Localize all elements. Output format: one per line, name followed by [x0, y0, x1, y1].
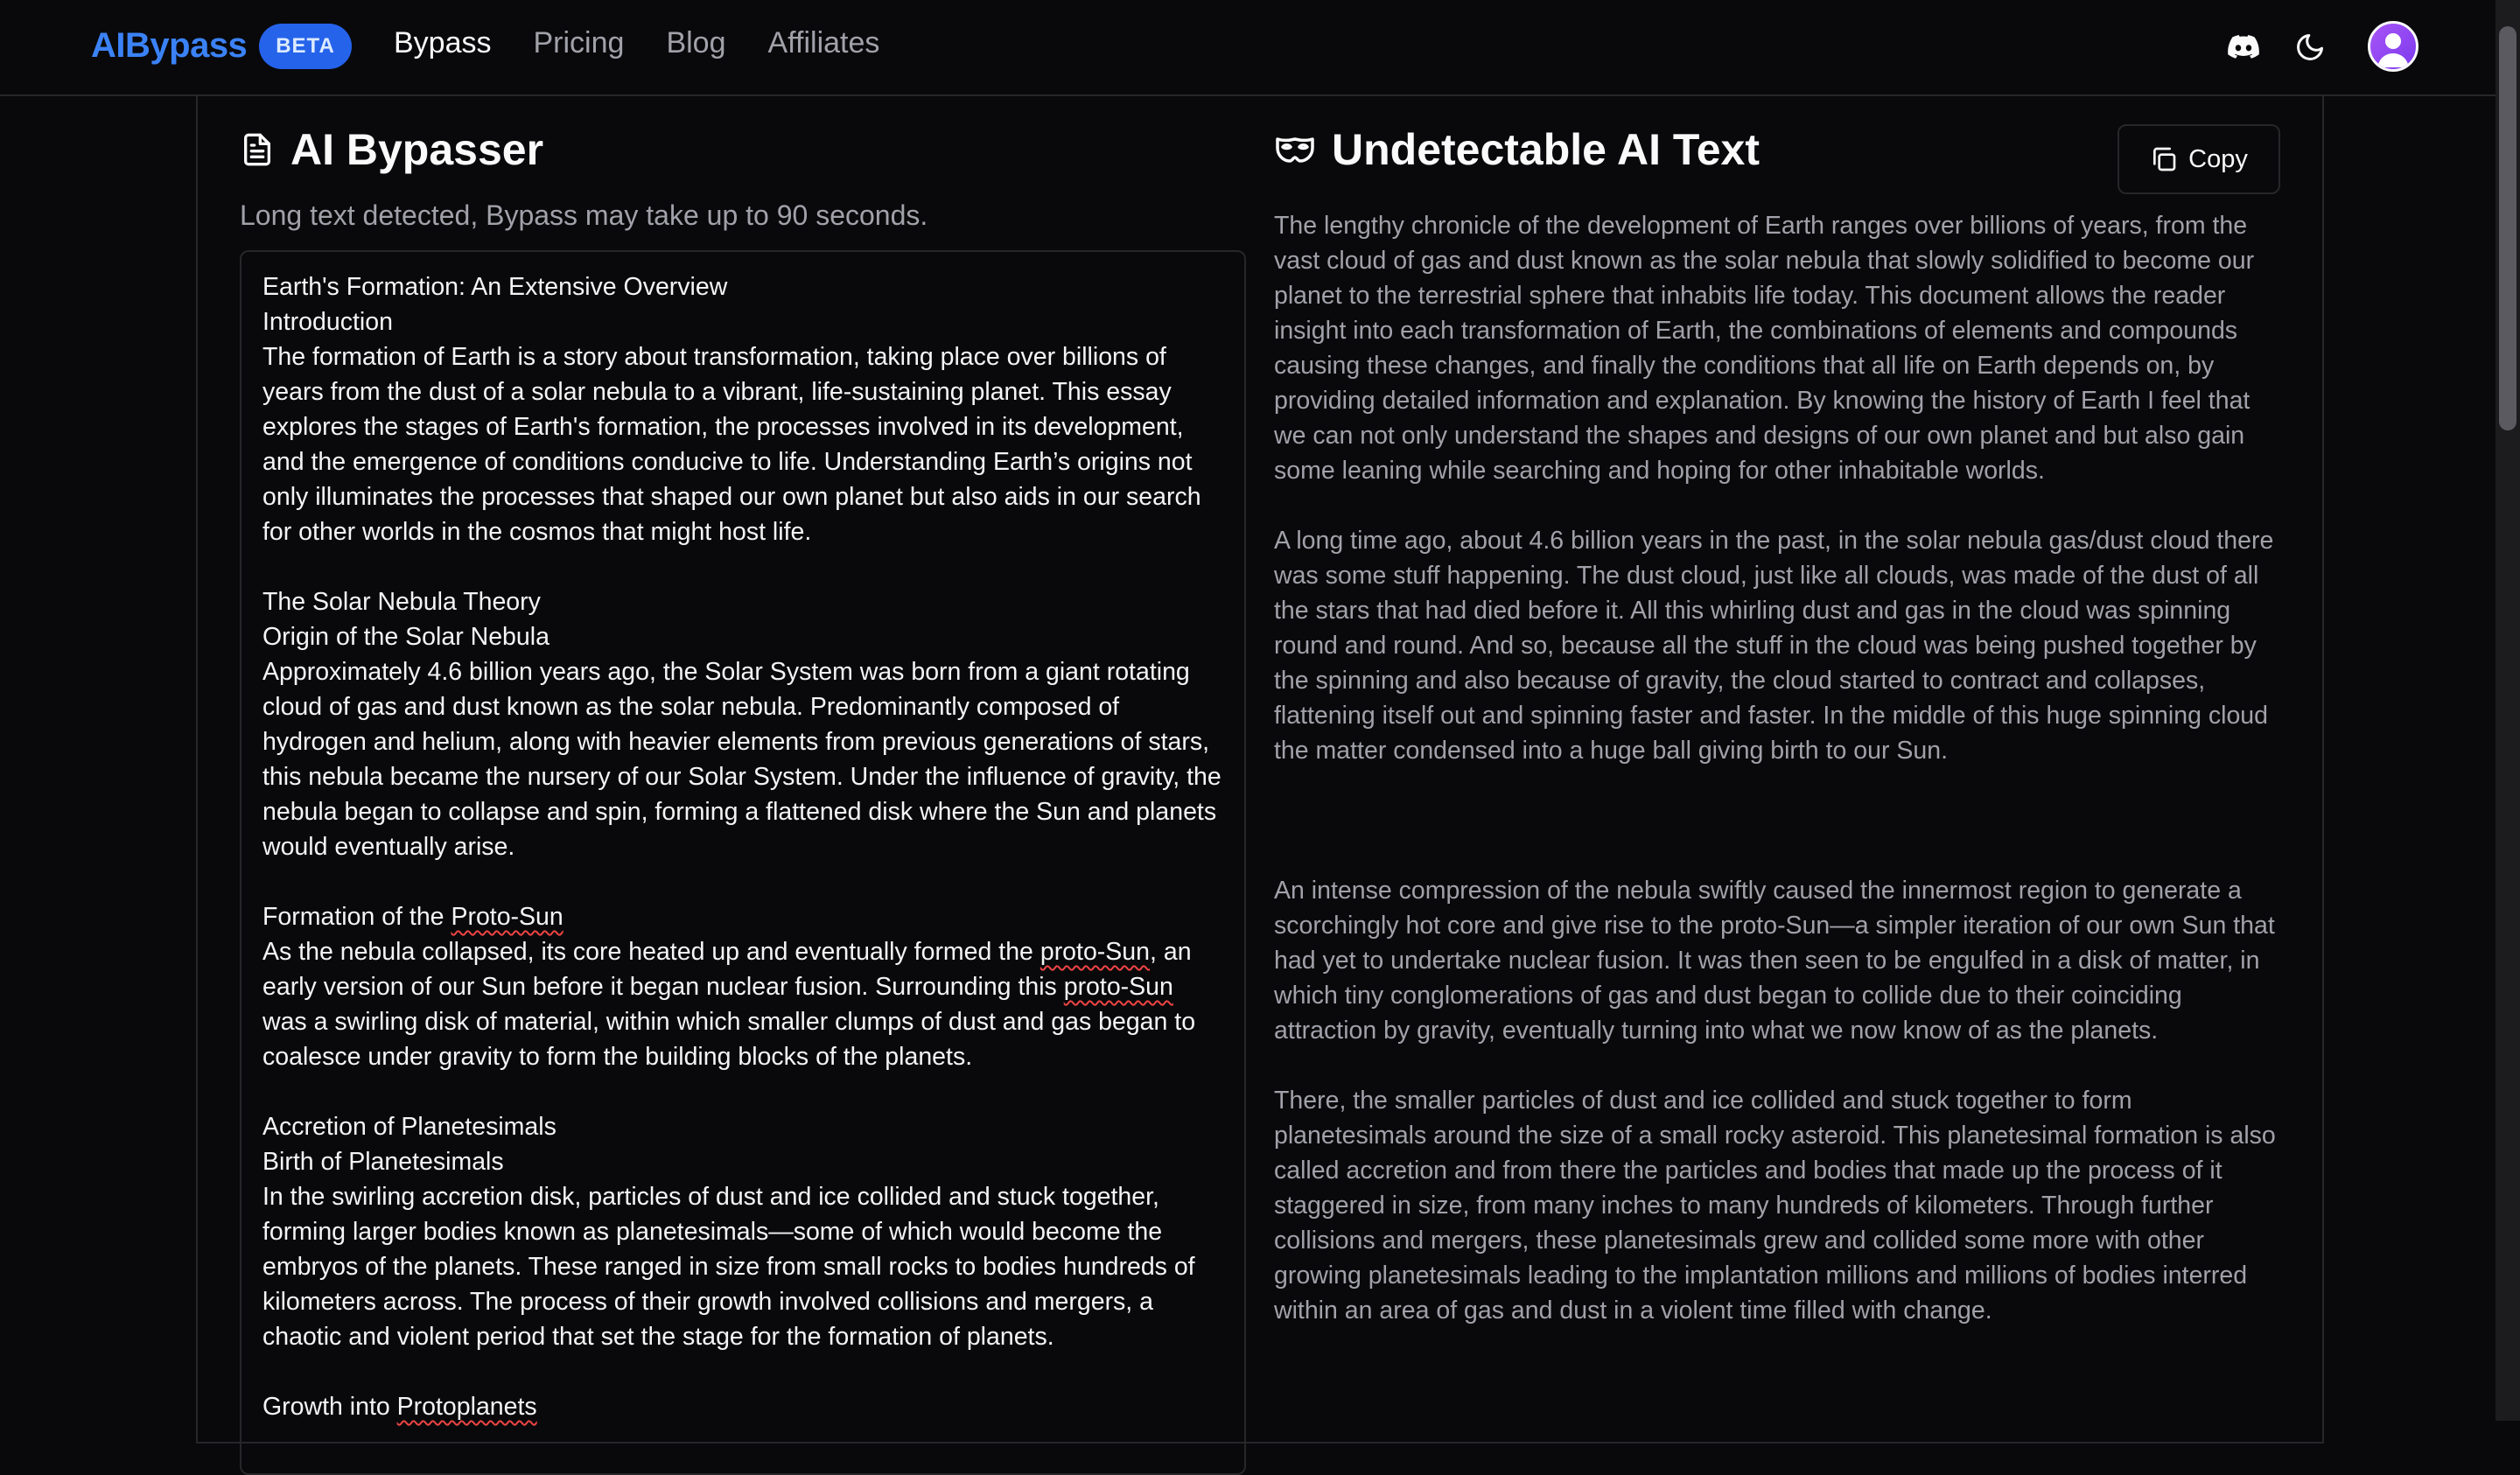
long-text-notice: Long text detected, Bypass may take up to 90 seconds.: [240, 199, 928, 231]
user-avatar-icon: [2370, 24, 2416, 69]
section-subheading: Origin of the Solar Nebula: [262, 623, 550, 651]
output-title: [1274, 124, 1760, 175]
intro-label: Introduction: [262, 308, 393, 336]
section-paragraph: In the swirling accretion disk, particles of dust and ice collided and stuck together, forming larger bodies known as planetesimals—some of which would become the embryos of the planets. These ranged in size from small rocks to bodies hundreds of kilometers across. The process of their growth involved collisions and mergers, a chaotic and violent period that set the stage for the formation of planets.: [262, 1183, 1195, 1351]
spellcheck-flag: proto-Sun: [1063, 973, 1173, 1001]
moon-icon: [2294, 31, 2326, 63]
output-text: [1274, 208, 2280, 1363]
document-icon: [240, 129, 275, 170]
beta-badge: BETA: [259, 24, 352, 69]
essay-heading: Earth's Formation: An Extensive Overview: [262, 273, 728, 301]
nav-link-blog[interactable]: Blog: [666, 26, 726, 59]
section-heading: Growth into Protoplanets: [262, 1393, 537, 1421]
section-paragraph: Approximately 4.6 billion years ago, the Solar System was born from a giant rotating cloud of gas and dust known as the solar nebula. Predominantly composed of hydrogen and helium, along with heavier elements from previous generations of stars, this nebula became the nursery of our Solar System. Under the influence of gravity, the nebula began to collapse and spin, forming a flattened disk where the Sun and planets would eventually arise.: [262, 658, 1222, 861]
page-scrollbar[interactable]: [2496, 0, 2520, 1421]
output-paragraph: The lengthy chronicle of the development of Earth ranges over billions of years, from the vast cloud of gas and dust known as the solar nebula that slowly solidified to become our planet to the terrestrial sphere that inhabits life today. This document allows the reader insight into each transformation of Earth, the combinations of elements and compounds causing these changes, and finally the conditions that all life on Earth depends on, by providing detailed information and explanation. By knowing the history of Earth I feel that we can not only understand the shapes and designs of our own planet and but also gain some leaning while searching and hoping for other inhabitable worlds.: [1274, 212, 2255, 485]
spellcheck-flag: proto-Sun: [1040, 938, 1151, 966]
spellcheck-flag: Protoplanets: [396, 1393, 537, 1421]
output-paragraph: A long time ago, about 4.6 billion years in the past, in the solar nebula gas/dust cloud there was some stuff happening. The dust cloud, just like all clouds, was made of the dust of all the stars that had died before it. All this whirling dust and gas in the cloud was spinning round and round. And so, because all the stuff in the cloud was being pushed together by the spinning and also because of gravity, the cloud started to contract and collapses, flattening itself out and spinning faster and faster. In the middle of this huge spinning cloud the matter condensed into a huge ball giving birth to our Sun.: [1274, 527, 2274, 765]
nav-link-bypass[interactable]: Bypass: [394, 26, 492, 59]
bypasser-title: [240, 124, 543, 175]
mask-icon: [1274, 134, 1316, 165]
output-paragraph: An intense compression of the nebula swiftly caused the innermost region to generate a scorchingly hot core and give rise to the proto-Sun—a simpler iteration of our own Sun that had yet to undertake nuclear fusion. It was then seen to be engulfed in a disk of matter, in which tiny conglomerations of gas and dust began to collide due to their coinciding attraction by gravity, eventually turning into what we now know of as the planets.: [1274, 877, 2275, 1045]
section-paragraph: As the nebula collapsed, its core heated up and eventually formed the proto-Sun, an early version of our Sun before it began nuclear fusion. Surrounding this proto-Sun was a swirling disk of material, within which smaller clumps of dust and gas began to coalesce under gravity to form the building blocks of the planets.: [262, 938, 1196, 1071]
section-heading: Accretion of Planetesimals: [262, 1113, 556, 1141]
section-subheading: Birth of Planetesimals: [262, 1148, 504, 1176]
scrollbar-thumb[interactable]: [2499, 26, 2516, 430]
output-title-text: Undetectable AI Text: [1332, 125, 1760, 174]
spellcheck-flag: Proto-Sun: [451, 903, 564, 931]
output-paragraph: There, the smaller particles of dust and ice collided and stuck together to form planetesimals around the size of a small rocky asteroid. This planetesimal formation is also called accretion and from there the particles and bodies that made up the process of it staggered in size, from many inches to many hundreds of kilometers. Through further collisions and mergers, these planetesimals grew and collided some more with other growing planetesimals leading to the implantation millions and millions of bodies interred within an area of gas and dust in a violent time filled with change.: [1274, 1087, 2276, 1325]
copy-button[interactable]: [2118, 124, 2280, 194]
copy-icon: [2150, 145, 2178, 173]
intro-paragraph: The formation of Earth is a story about transformation, taking place over billions of years from the dust of a solar nebula to a vibrant, life-sustaining planet. This essay explores the stages of Earth's formation, the processes involved in its development, and the emergence of conditions conducive to life. Understanding Earth’s origins not only illuminates the processes that shaped our own planet but also aids in our search for other worlds in the cosmos that might host life.: [262, 343, 1201, 546]
user-avatar[interactable]: [2368, 21, 2418, 72]
discord-button[interactable]: [2217, 21, 2270, 73]
bypasser-title-text: AI Bypasser: [290, 125, 544, 174]
main-nav: [394, 26, 879, 60]
nav-link-pricing[interactable]: Pricing: [533, 26, 625, 59]
theme-toggle-button[interactable]: [2284, 21, 2336, 73]
discord-icon: [2228, 35, 2259, 59]
brand-logo[interactable]: AIBypass: [91, 26, 248, 65]
input-text-area[interactable]: [240, 250, 1246, 1475]
copy-button-label: Copy: [2188, 144, 2248, 173]
section-heading: The Solar Nebula Theory: [262, 588, 541, 616]
nav-link-affiliates[interactable]: Affiliates: [767, 26, 880, 59]
top-navbar: [0, 0, 2496, 96]
section-heading: Formation of the Proto-Sun: [262, 903, 564, 931]
